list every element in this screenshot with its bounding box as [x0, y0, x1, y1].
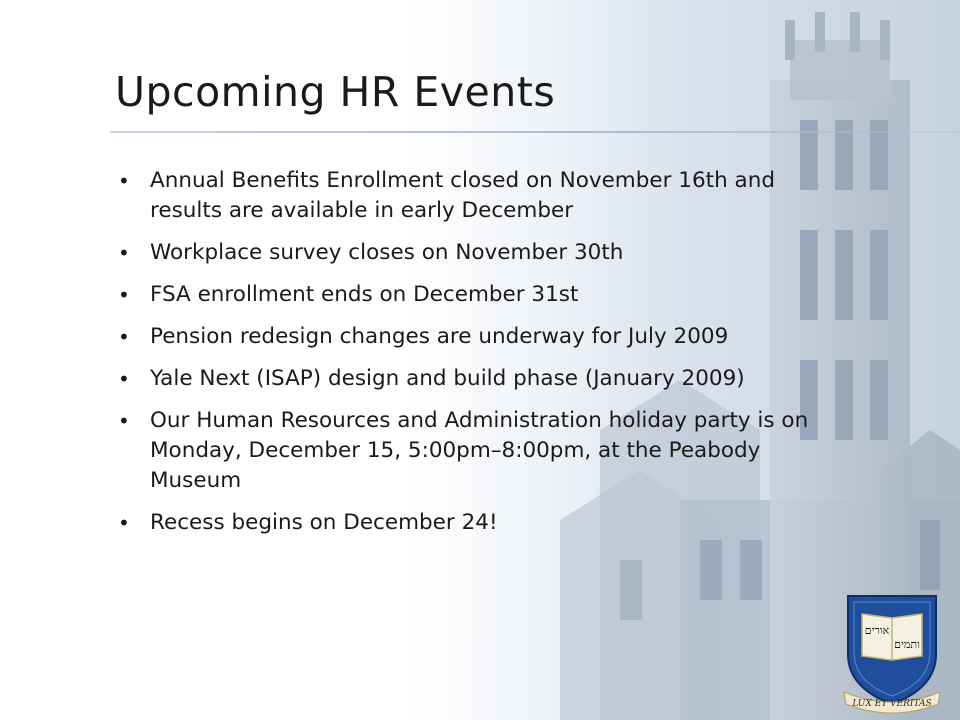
bullet-dot: •: [118, 325, 130, 349]
bullet-item: [118, 406, 818, 496]
bullet-dot: •: [118, 409, 130, 433]
bullet-item: [118, 322, 818, 352]
bullet-dot: •: [118, 169, 130, 193]
bullet-text: Annual Benefits Enrollment closed on November 16th and results are available in early December: [150, 168, 776, 223]
yale-shield-icon: [842, 592, 942, 714]
bullet-dot: •: [118, 283, 130, 307]
bullet-item: [118, 364, 818, 394]
crest-hebrew-line-1: אורים: [864, 624, 890, 637]
title-divider: [110, 131, 960, 133]
bullet-item: [118, 280, 818, 310]
bullet-item: [118, 166, 818, 226]
bullet-dot: •: [118, 511, 130, 535]
bullet-text: Recess begins on December 24!: [150, 510, 498, 535]
bullet-dot: •: [118, 241, 130, 265]
bullet-text: Workplace survey closes on November 30th: [150, 240, 624, 265]
bullet-item: [118, 238, 818, 268]
bullet-text: Pension redesign changes are underway for July 2009: [150, 324, 729, 349]
bullet-text: Yale Next (ISAP) design and build phase (January 2009): [150, 366, 745, 391]
bullet-text: Our Human Resources and Administration holiday party is on Monday, December 15, 5:00pm–8:00pm, at the Peabody Museum: [150, 408, 809, 493]
bullet-list: [118, 166, 818, 550]
crest-hebrew-line-2: ותמים: [894, 638, 920, 651]
slide-title: Upcoming HR Events: [115, 68, 556, 116]
bullet-item: [118, 508, 818, 538]
bullet-text: FSA enrollment ends on December 31st: [150, 282, 579, 307]
bullet-dot: •: [118, 367, 130, 391]
crest-motto: LUX ET VERITAS: [852, 699, 932, 709]
